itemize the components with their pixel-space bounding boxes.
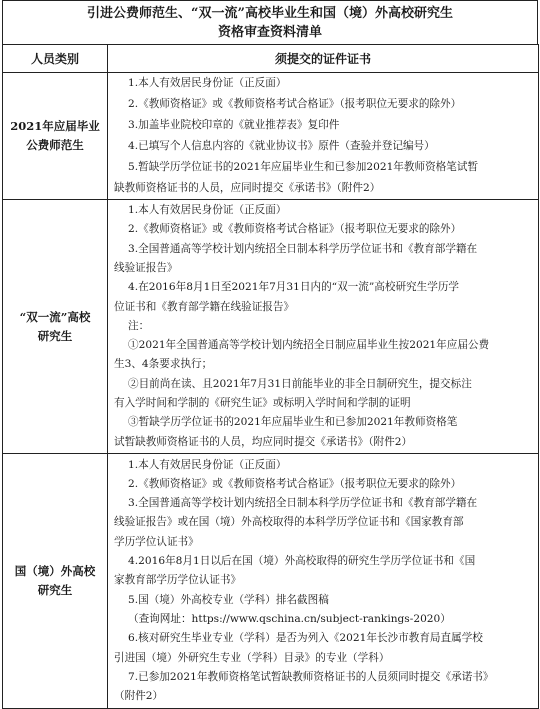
list-item: 试暂缺教师资格证书的人员，均应同时提交《承诺书》（附件2） <box>114 435 413 448</box>
list-item: 家教育部学历学位认证书》 <box>114 574 242 587</box>
list-item: 1.本人有效居民身份证（正反面） <box>128 77 287 89</box>
list-item: 3.加盖毕业院校印章的《就业推荐表》复印件 <box>128 119 340 131</box>
table-header-row <box>3 45 539 73</box>
list-item: 2.《教师资格证》或《教师资格考试合格证》（报考职位无要求的除外） <box>128 477 462 490</box>
category-line: 2021年应届毕业 <box>10 119 100 133</box>
documents-cell <box>108 200 539 454</box>
list-item: 4.2016年8月1日以后在国（境）外高校取得的研究生学历学位证书和《国 <box>128 555 476 568</box>
documents-cell <box>108 454 539 709</box>
list-item: 缺教师资格证书的人员，应同时提交《承诺书》（附件2） <box>114 182 381 194</box>
category-line: 国（境）外高校 <box>14 564 96 578</box>
list-item: ②目前尚在读、且2021年7月31日前能毕业的非全日制研究生，提交标注 <box>128 377 472 390</box>
list-item: 有入学时间和学制的《研究生证》或标明入学时间和学制的证明 <box>114 397 411 410</box>
note-label: 注： <box>128 319 150 332</box>
list-item: 5.暂缺学历学位证书的2021年应届毕业生和已参加2021年教师资格笔试暂 <box>128 161 479 173</box>
table-row <box>3 200 539 454</box>
list-item: 5.国（境）外高校专业（学科）排名截图稿 <box>128 593 329 606</box>
category-cell <box>3 454 108 709</box>
list-item: 引进国（境）外研究生专业（学科）目录》的专业（学科） <box>114 651 390 664</box>
requirements-table <box>2 44 539 709</box>
title-line-2: 资格审查资料清单 <box>217 24 322 40</box>
list-item: ①2021年全国普通高等学校计划内统招全日制应届毕业生按2021年应届公费 <box>128 339 490 352</box>
list-item: 学历学位认证书》 <box>114 535 199 548</box>
list-item: ③暂缺学历学位证书的2021年应届毕业生和已参加2021年教师资格笔 <box>128 416 458 429</box>
category-cell <box>3 73 108 200</box>
documents-cell <box>108 73 539 200</box>
list-item: 3.全国普通高等学校计划内统招全日制本科学历学位证书和《教育部学籍在 <box>128 242 478 255</box>
list-item: （附件2） <box>114 690 164 703</box>
list-item: 线验证报告》或在国（境）外高校取得的本科学历学位证书和《国家教育部 <box>114 516 464 529</box>
list-item: 生3、4条要求执行； <box>114 358 213 371</box>
category-line: 公费师范生 <box>26 138 84 152</box>
query-url: （查询网址：https://www.qschina.cn/subject-rankings-2020） <box>128 612 451 625</box>
title-line-1: 引进公费师范生、“双一流”高校毕业生和国（境）外高校研究生 <box>87 5 453 21</box>
list-item: 1.本人有效居民身份证（正反面） <box>128 458 287 471</box>
document <box>2 0 538 708</box>
list-item: 4.已填写个人信息内容的《就业协议书》原件（查验并登记编号） <box>128 140 435 152</box>
list-item: 1.本人有效居民身份证（正反面） <box>128 204 287 217</box>
list-item: 位证书和《教育部学籍在线验证报告》 <box>114 300 295 313</box>
category-line: 研究生 <box>37 583 73 597</box>
list-item: 4.在2016年8月1日至2021年7月31日内的“双一流”高校研究生学历学 <box>128 281 460 294</box>
category-line: “双一流”高校 <box>19 309 91 324</box>
category-cell <box>3 200 108 454</box>
list-item: 线验证报告》 <box>114 261 178 274</box>
header-documents: 须提交的证件证书 <box>108 45 539 73</box>
table-row <box>3 454 539 709</box>
list-item: 6.核对研究生毕业专业（学科）是否为列入《2021年长沙市教育局直属学校 <box>128 632 483 645</box>
list-item: 2.《教师资格证》或《教师资格考试合格证》（报考职位无要求的除外） <box>128 98 462 110</box>
header-category: 人员类别 <box>3 45 108 73</box>
table-row <box>3 73 539 200</box>
list-item: 3.全国普通高等学校计划内统招全日制本科学历学位证书和《教育部学籍在 <box>128 497 478 510</box>
list-item: 7.已参加2021年教师资格笔试暂缺教师资格证书的人员须同时提交《承诺书》 <box>128 670 494 683</box>
list-item: 2.《教师资格证》或《教师资格考试合格证》（报考职位无要求的除外） <box>128 223 462 236</box>
category-line: 研究生 <box>37 328 73 343</box>
document-title <box>2 0 538 44</box>
